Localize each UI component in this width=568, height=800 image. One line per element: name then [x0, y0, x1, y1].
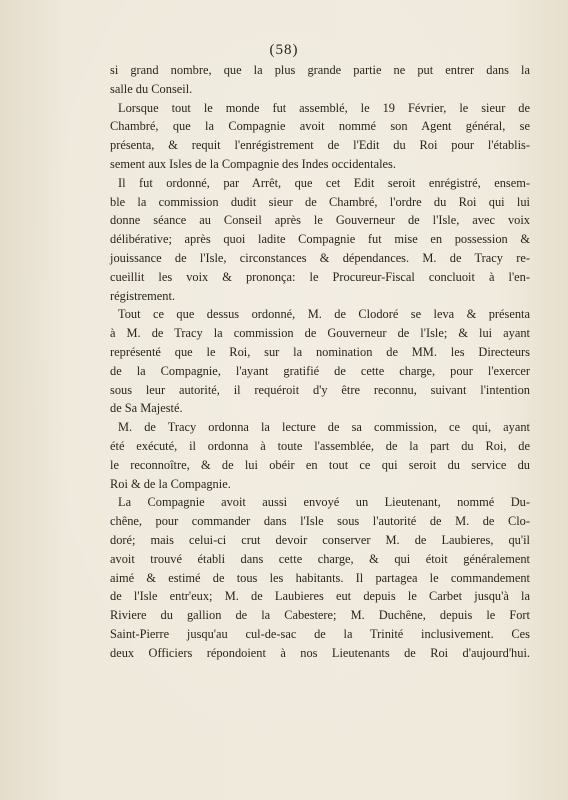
text-line: été exécuté, il ordonna à toute l'assemblée, de la part du Roi, de — [110, 438, 530, 453]
text-line: de l'Isle entr'eux; M. de Laubieres eut depuis le Carbet jusqu'à la — [110, 589, 530, 604]
text-line: deux Officiers répondoient à nos Lieutenants de Roi d'aujourd'hui. — [110, 645, 530, 660]
text-line: Chambré, que la Compagnie avoit nommé son Agent général, se — [110, 119, 530, 134]
text-line: salle du Conseil. — [110, 81, 193, 96]
text-line: présenta, & requit l'enrégistrement de l'Edit du Roi pour l'établis- — [110, 138, 530, 153]
text-line: La Compagnie avoit aussi envoyé un Lieutenant, nommé Du- — [118, 495, 530, 510]
text-line: à M. de Tracy la commission de Gouverneur de l'Isle; & lui ayant — [110, 326, 530, 341]
text-line: cueillit les voix & prononça: le Procureur-Fiscal concluoit à l'en- — [110, 269, 530, 284]
text-line: Tout ce que dessus ordonné, M. de Clodoré se leva & présenta — [118, 307, 530, 322]
text-line: Lorsque tout le monde fut assemblé, le 19 Février, le sieur de — [118, 100, 530, 115]
text-line: jouissance de l'Isle, circonstances & dépendances. M. de Tracy re- — [110, 250, 530, 265]
text-line: le reconnoître, & de lui obéir en tout ce qui seroit du service du — [110, 457, 530, 472]
text-line: doré; mais celui-ci crut devoir conserver M. de Laubieres, qu'il — [110, 532, 530, 547]
text-line: délibérative; après quoi ladite Compagnie fut mise en possession & — [110, 232, 530, 247]
text-line: Roi & de la Compagnie. — [110, 476, 231, 491]
text-line: M. de Tracy ordonna la lecture de sa commission, ce qui, ayant — [118, 420, 530, 435]
text-line: avoit trouvé établi dans cette charge, & qui étoit généralement — [110, 551, 530, 566]
text-line: sous leur autorité, il requéroit d'y être reconnu, suivant l'intention — [110, 382, 530, 397]
text-line: Saint-Pierre jusqu'au cul-de-sac de la Trinité inclusivement. Ces — [110, 626, 530, 641]
text-line: représenté que le Roi, sur la nomination de MM. les Directeurs — [110, 344, 530, 359]
text-line: sement aux Isles de la Compagnie des Indes occidentales. — [110, 156, 396, 171]
text-line: Il fut ordonné, par Arrêt, que cet Edit seroit enrégistré, ensem- — [118, 175, 530, 190]
page-number: (58) — [269, 42, 299, 58]
text-line: si grand nombre, que la plus grande partie ne put entrer dans la — [110, 63, 530, 77]
text-line: Riviere du gallion de la Cabestere; M. Duchêne, depuis le Fort — [110, 608, 530, 623]
body-text — [110, 61, 530, 663]
text-line: donne séance au Conseil après le Gouverneur de l'Isle, avec voix — [110, 213, 530, 228]
text-line: de Sa Majesté. — [110, 401, 183, 416]
text-line: chêne, pour commander dans l'Isle sous l'autorité de M. de Clo- — [110, 514, 530, 529]
text-line: régistrement. — [110, 288, 176, 303]
text-line: aimé & estimé de tous les habitants. Il partagea le commandement — [110, 570, 530, 585]
text-line: de la Compagnie, l'ayant gratifié de cette charge, pour l'exercer — [110, 363, 530, 378]
text-line: ble la commission dudit sieur de Chambré, l'ordre du Roi qui lui — [110, 194, 530, 209]
